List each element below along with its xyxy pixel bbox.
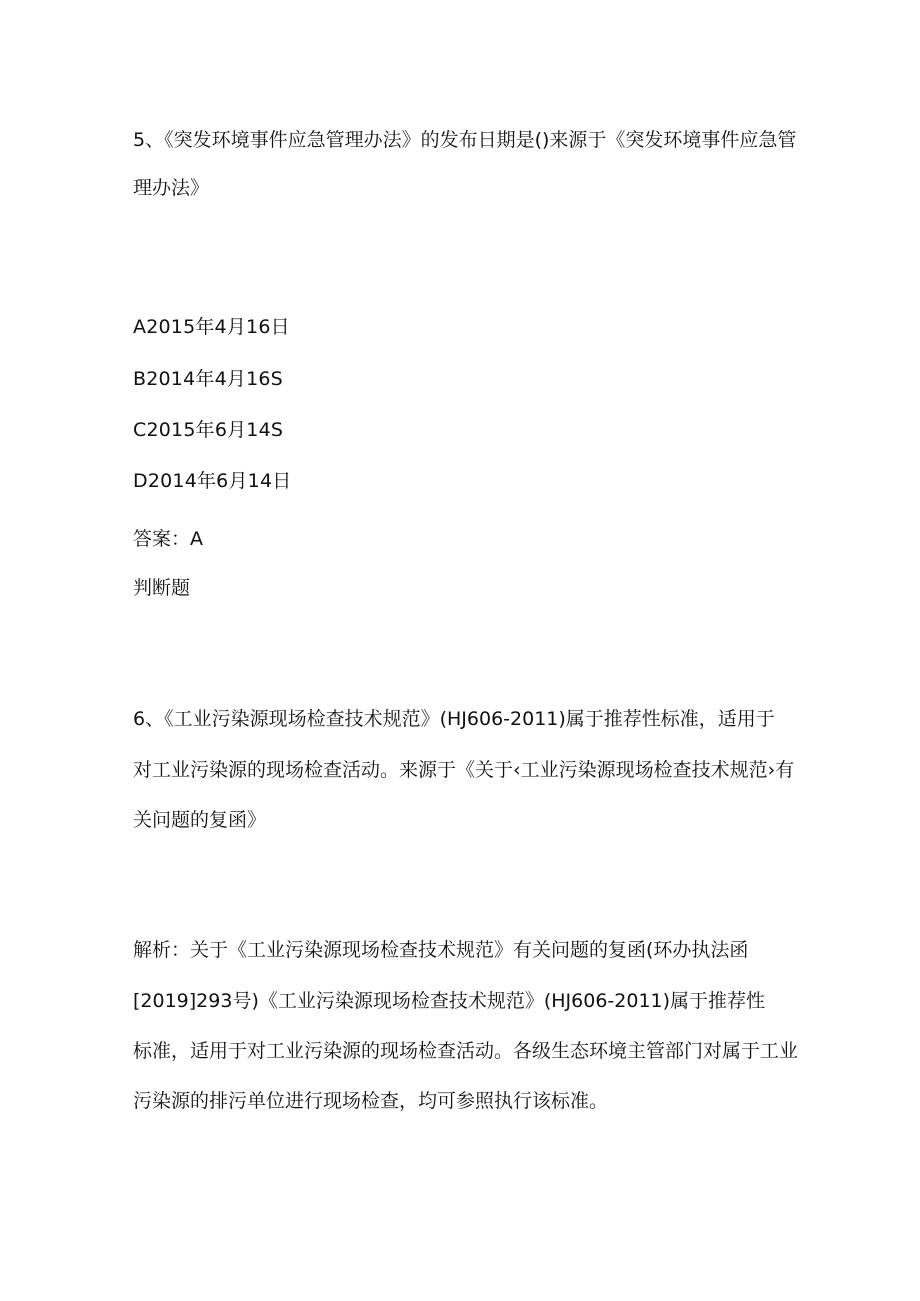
q6-stem-line-2: 对工业污染源的现场检查活动。来源于《关于‹工业污染源现场检查技术规范›有 <box>133 759 795 781</box>
q5-stem-line-2: 理办法》 <box>133 177 210 199</box>
q5-option-d: D2014年6月14日 <box>133 470 292 492</box>
q6-analysis-line-3: 标准，适用于对工业污染源的现场检查活动。各级生态环境主管部门对属于工业 <box>133 1040 799 1062</box>
q5-stem-line-1: 5、《突发环境事件应急管理办法》的发布日期是()来源于《突发环境事件应急管 <box>133 129 797 151</box>
q6-analysis-line-4: 污染源的排污单位进行现场检查，均可参照执行该标准。 <box>133 1090 609 1112</box>
q6-analysis-line-2: [2019]293号)《工业污染源现场检查技术规范》(HJ606-2011)属于推荐性 <box>133 990 766 1012</box>
q5-option-c: C2015年6月14S <box>133 419 284 441</box>
q6-stem-line-1: 6、《工业污染源现场检查技术规范》(HJ606-2011)属于推荐性标准，适用于 <box>133 708 775 730</box>
section-label: 判断题 <box>133 577 191 599</box>
q5-answer: 答案：A <box>133 528 203 550</box>
q5-option-b: B2014年4月16S <box>133 368 283 390</box>
q6-stem-line-3: 关问题的复函》 <box>133 809 267 831</box>
q5-option-a: A2015年4月16日 <box>133 316 290 338</box>
q6-analysis-line-1: 解析：关于《工业污染源现场检查技术规范》有关问题的复函(环办执法函 <box>133 939 749 961</box>
